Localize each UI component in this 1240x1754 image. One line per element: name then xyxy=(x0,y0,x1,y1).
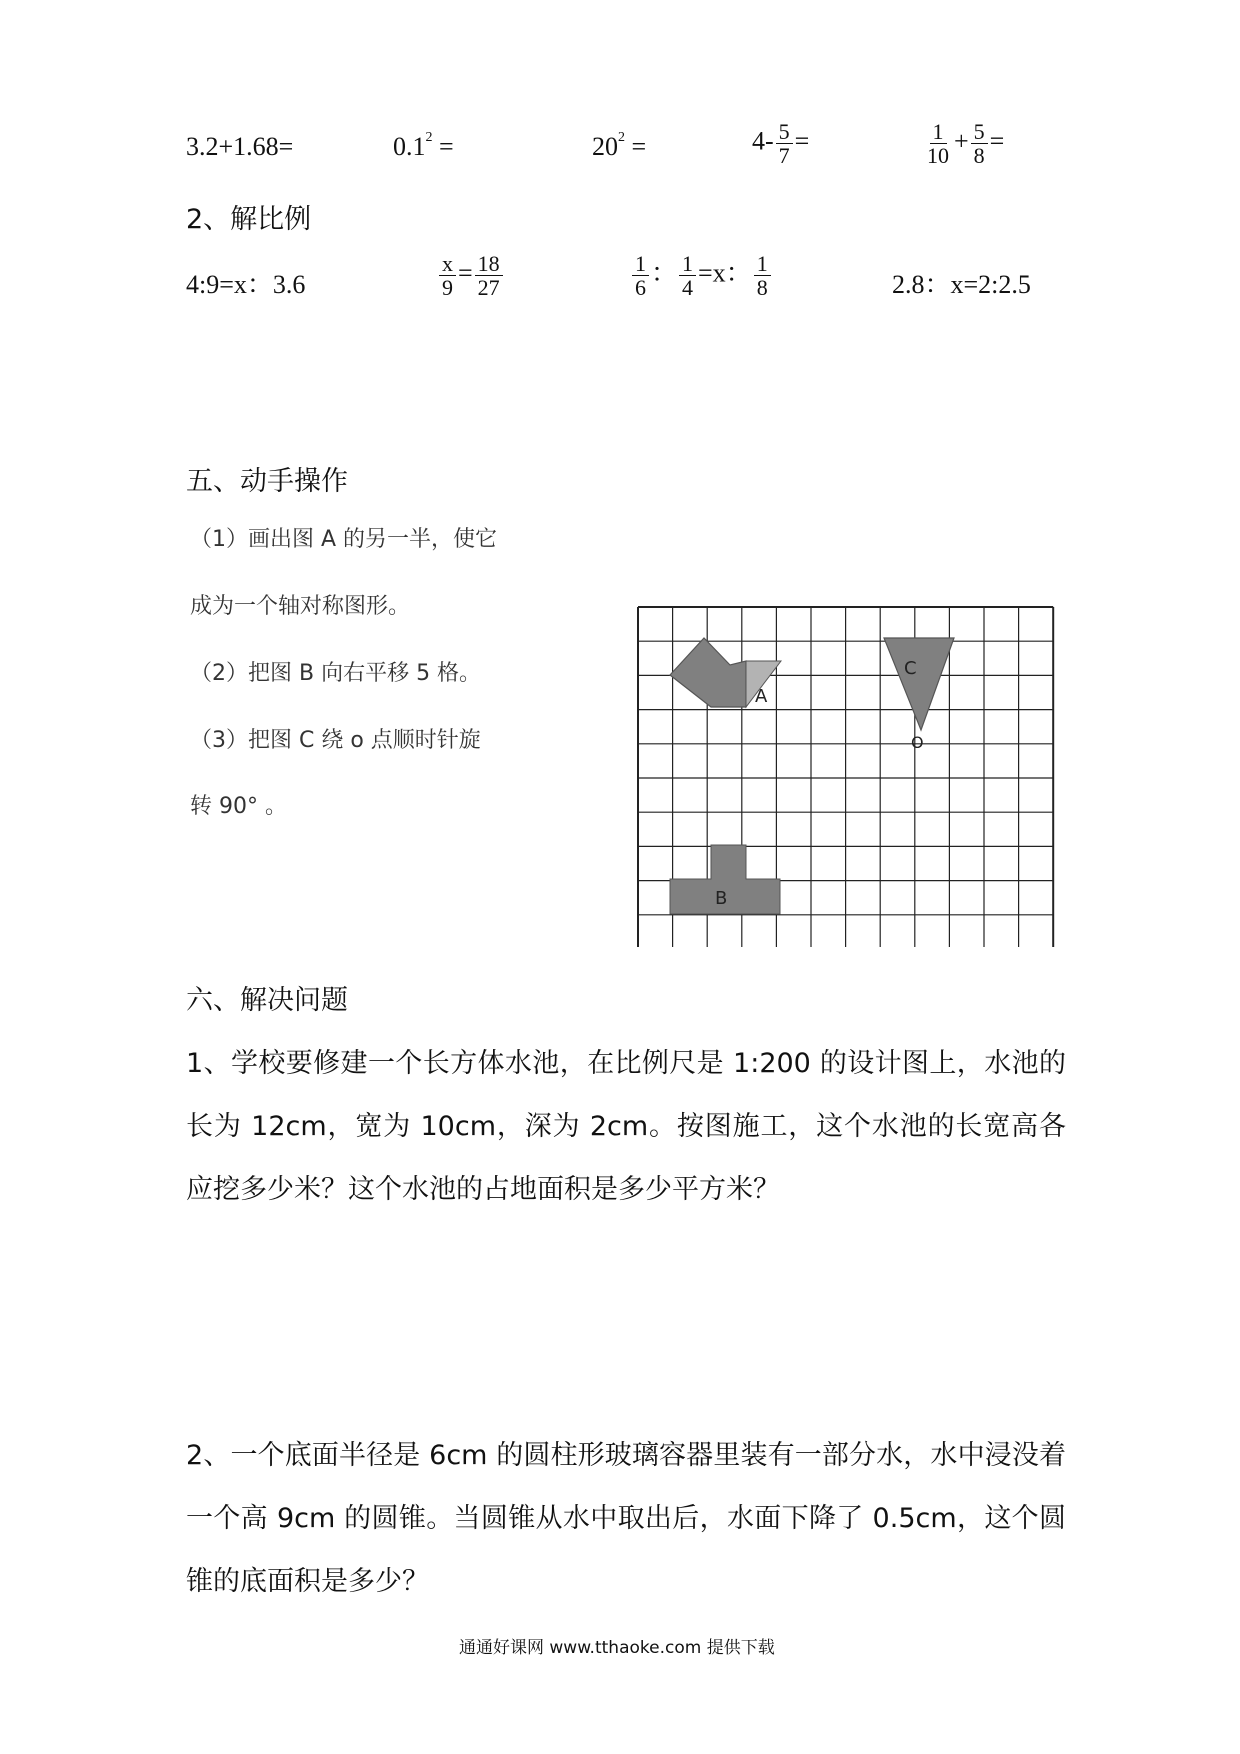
proportion-heading: 2、解比例 xyxy=(186,204,312,235)
calc-e4-pre: 4- xyxy=(752,126,774,156)
label-c: C xyxy=(904,658,917,679)
proportion-4: 2.8：x=2:2.5 xyxy=(892,270,1031,299)
operation-1b: 成为一个轴对称图形。 xyxy=(190,594,411,619)
section6-heading: 六、解决问题 xyxy=(186,985,348,1016)
proportion-2 xyxy=(437,252,505,299)
fraction-denominator: 4 xyxy=(682,275,694,301)
calc-expression-2 xyxy=(393,132,454,162)
grid-figure xyxy=(633,602,1073,947)
shape-c xyxy=(884,638,954,730)
question-2: 2、一个底面半径是 6cm 的圆柱形玻璃容器里装有一部分水，水中浸没着一个高 9cm 的圆锥。当圆锥从水中取出后，水面下降了 0.5cm，这个圆锥的底面积是多少？ xyxy=(186,1440,1066,1597)
fraction xyxy=(679,252,696,299)
fraction-denominator: 8 xyxy=(756,275,768,301)
fraction-numerator: 5 xyxy=(971,120,988,144)
calc-e3-eq: = xyxy=(625,132,647,161)
fraction xyxy=(754,252,771,299)
fraction-denominator: 9 xyxy=(442,275,453,301)
proportion-2-eq: = xyxy=(458,258,473,288)
proportion-1: 4:9=x：3.6 xyxy=(186,270,306,299)
fraction xyxy=(632,252,649,299)
proportion-3 xyxy=(630,252,773,299)
fraction-numerator: 1 xyxy=(930,120,947,144)
fraction-numerator: 18 xyxy=(475,252,503,276)
calc-e2-exp: 2 xyxy=(425,130,433,146)
operation-3a: （3）把图 C 绕 o 点顺时针旋 xyxy=(190,728,481,753)
calc-e3-base: 20 xyxy=(592,132,618,161)
calc-e2-eq: = xyxy=(432,132,454,161)
shape-a xyxy=(670,638,746,707)
fraction-numerator: 1 xyxy=(679,252,696,276)
fraction xyxy=(971,120,988,167)
label-o: O xyxy=(911,733,924,752)
fraction xyxy=(776,120,793,167)
operation-1a: （1）画出图 A 的另一半，使它 xyxy=(190,527,498,552)
fraction-denominator: 8 xyxy=(973,143,985,169)
question-1: 1、学校要修建一个长方体水池，在比例尺是 1:200 的设计图上，水池的长为 12cm，宽为 10cm，深为 2cm。按图施工，这个水池的长宽高各应挖多少米？这个水池的占地面积是多少平方米？ xyxy=(186,1048,1066,1205)
fraction xyxy=(439,252,456,299)
calc-e5-eq: = xyxy=(989,126,1005,156)
label-a: A xyxy=(755,686,768,707)
calc-expression-4 xyxy=(752,120,809,167)
fraction-numerator: 1 xyxy=(754,252,771,276)
fraction xyxy=(924,120,952,167)
fraction-denominator: 27 xyxy=(477,275,500,301)
calc-e5-plus: + xyxy=(954,126,969,156)
operation-3b: 转 90° 。 xyxy=(190,794,287,819)
proportion-3-sep: ： xyxy=(651,258,678,288)
footer-credit: 通通好课网 www.tthaoke.com 提供下载 xyxy=(459,1638,775,1658)
fraction-numerator: x xyxy=(439,252,456,276)
fraction-denominator: 6 xyxy=(635,275,646,301)
fraction-denominator: 10 xyxy=(927,143,949,169)
section5-heading: 五、动手操作 xyxy=(186,466,348,497)
calc-e4-eq: = xyxy=(794,126,810,156)
fraction xyxy=(475,252,503,299)
fraction-numerator: 1 xyxy=(632,252,649,276)
calc-expression-1: 3.2+1.68= xyxy=(186,132,294,161)
calc-expression-3 xyxy=(592,132,646,162)
operation-2: （2）把图 B 向右平移 5 格。 xyxy=(190,661,482,686)
proportion-3-mid: =x： xyxy=(698,258,752,288)
fraction-numerator: 5 xyxy=(776,120,793,144)
fraction-denominator: 7 xyxy=(778,143,790,169)
calc-e3-exp: 2 xyxy=(618,130,625,146)
calc-expression-5 xyxy=(922,120,1004,167)
calc-e2-base: 0.1 xyxy=(393,132,426,161)
label-b: B xyxy=(715,888,728,909)
